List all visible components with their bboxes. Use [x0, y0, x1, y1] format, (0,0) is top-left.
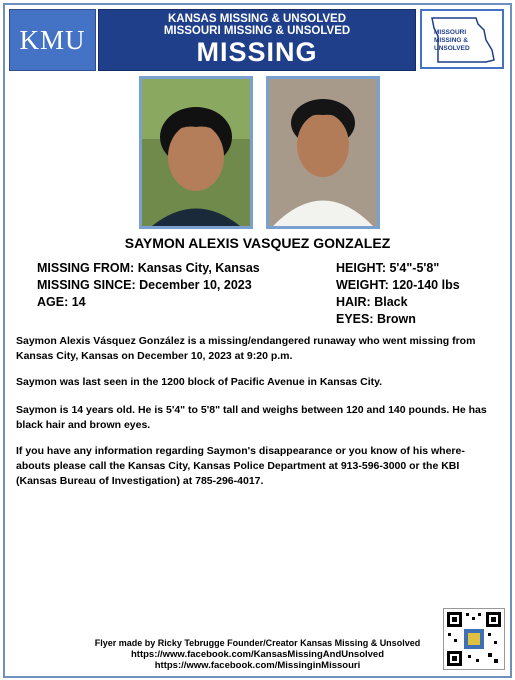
- banner-line-missouri: MISSOURI MISSING & UNSOLVED: [163, 25, 351, 37]
- footer-url-kansas[interactable]: https://www.facebook.com/KansasMissingAndUnsolved: [130, 649, 385, 660]
- missouri-logo: [420, 9, 504, 69]
- paragraph-summary: Saymon Alexis Vásquez González is a missing/endangered runaway who went missing from Kansas City, Kansas on December 10, 2023 at 9:20 p.m.: [16, 335, 476, 362]
- footer-url-missouri[interactable]: https://www.facebook.com/MissinginMissouri: [154, 660, 361, 671]
- height: HEIGHT: 5'4"-5'8": [336, 261, 440, 275]
- hair: HAIR: Black: [336, 295, 408, 309]
- missing-person-photo-2: [266, 76, 380, 229]
- paragraph-last-seen: Saymon was last seen in the 1200 block of Pacific Avenue in Kansas City.: [16, 376, 383, 388]
- eyes: EYES: Brown: [336, 312, 416, 326]
- age: AGE: 14: [37, 295, 86, 309]
- facts-right: [336, 260, 460, 328]
- banner-line-kansas: KANSAS MISSING & UNSOLVED: [167, 13, 347, 25]
- banner-title: MISSING: [196, 37, 318, 67]
- kmu-logo: KMU: [9, 9, 96, 71]
- missing-banner: [98, 9, 416, 71]
- footer-credit: Flyer made by Ricky Tebrugge Founder/Creator Kansas Missing & Unsolved: [94, 638, 421, 648]
- mo-logo-line1: MISSOURI: [434, 29, 467, 36]
- person-name: SAYMON ALEXIS VASQUEZ GONZALEZ: [124, 235, 391, 251]
- missing-from: MISSING FROM: Kansas City, Kansas: [37, 261, 260, 275]
- paragraph-description: Saymon is 14 years old. He is 5'4" to 5'8" tall and weighs between 120 and 140 pounds. He has black hair and brown eyes.: [16, 404, 487, 431]
- paragraph-contact: If you have any information regarding Saymon's disappearance or you know of his where-abouts please call the Kansas City, Kansas Police Department at 913-596-3000 or the KBI (Kansas Bureau of Investigation) at 785-296-4017.: [16, 445, 465, 487]
- missing-since: MISSING SINCE: December 10, 2023: [37, 278, 252, 292]
- facts-left: [37, 260, 260, 311]
- missouri-logo-text: [434, 29, 470, 53]
- flyer-header: [6, 6, 506, 70]
- missing-person-photo-1: [139, 76, 253, 229]
- qr-code[interactable]: [443, 608, 505, 670]
- weight: WEIGHT: 120-140 lbs: [336, 278, 460, 292]
- mo-logo-line2: MISSING &: [434, 37, 468, 44]
- flyer-footer: [0, 638, 515, 671]
- mo-logo-line3: UNSOLVED: [434, 45, 470, 52]
